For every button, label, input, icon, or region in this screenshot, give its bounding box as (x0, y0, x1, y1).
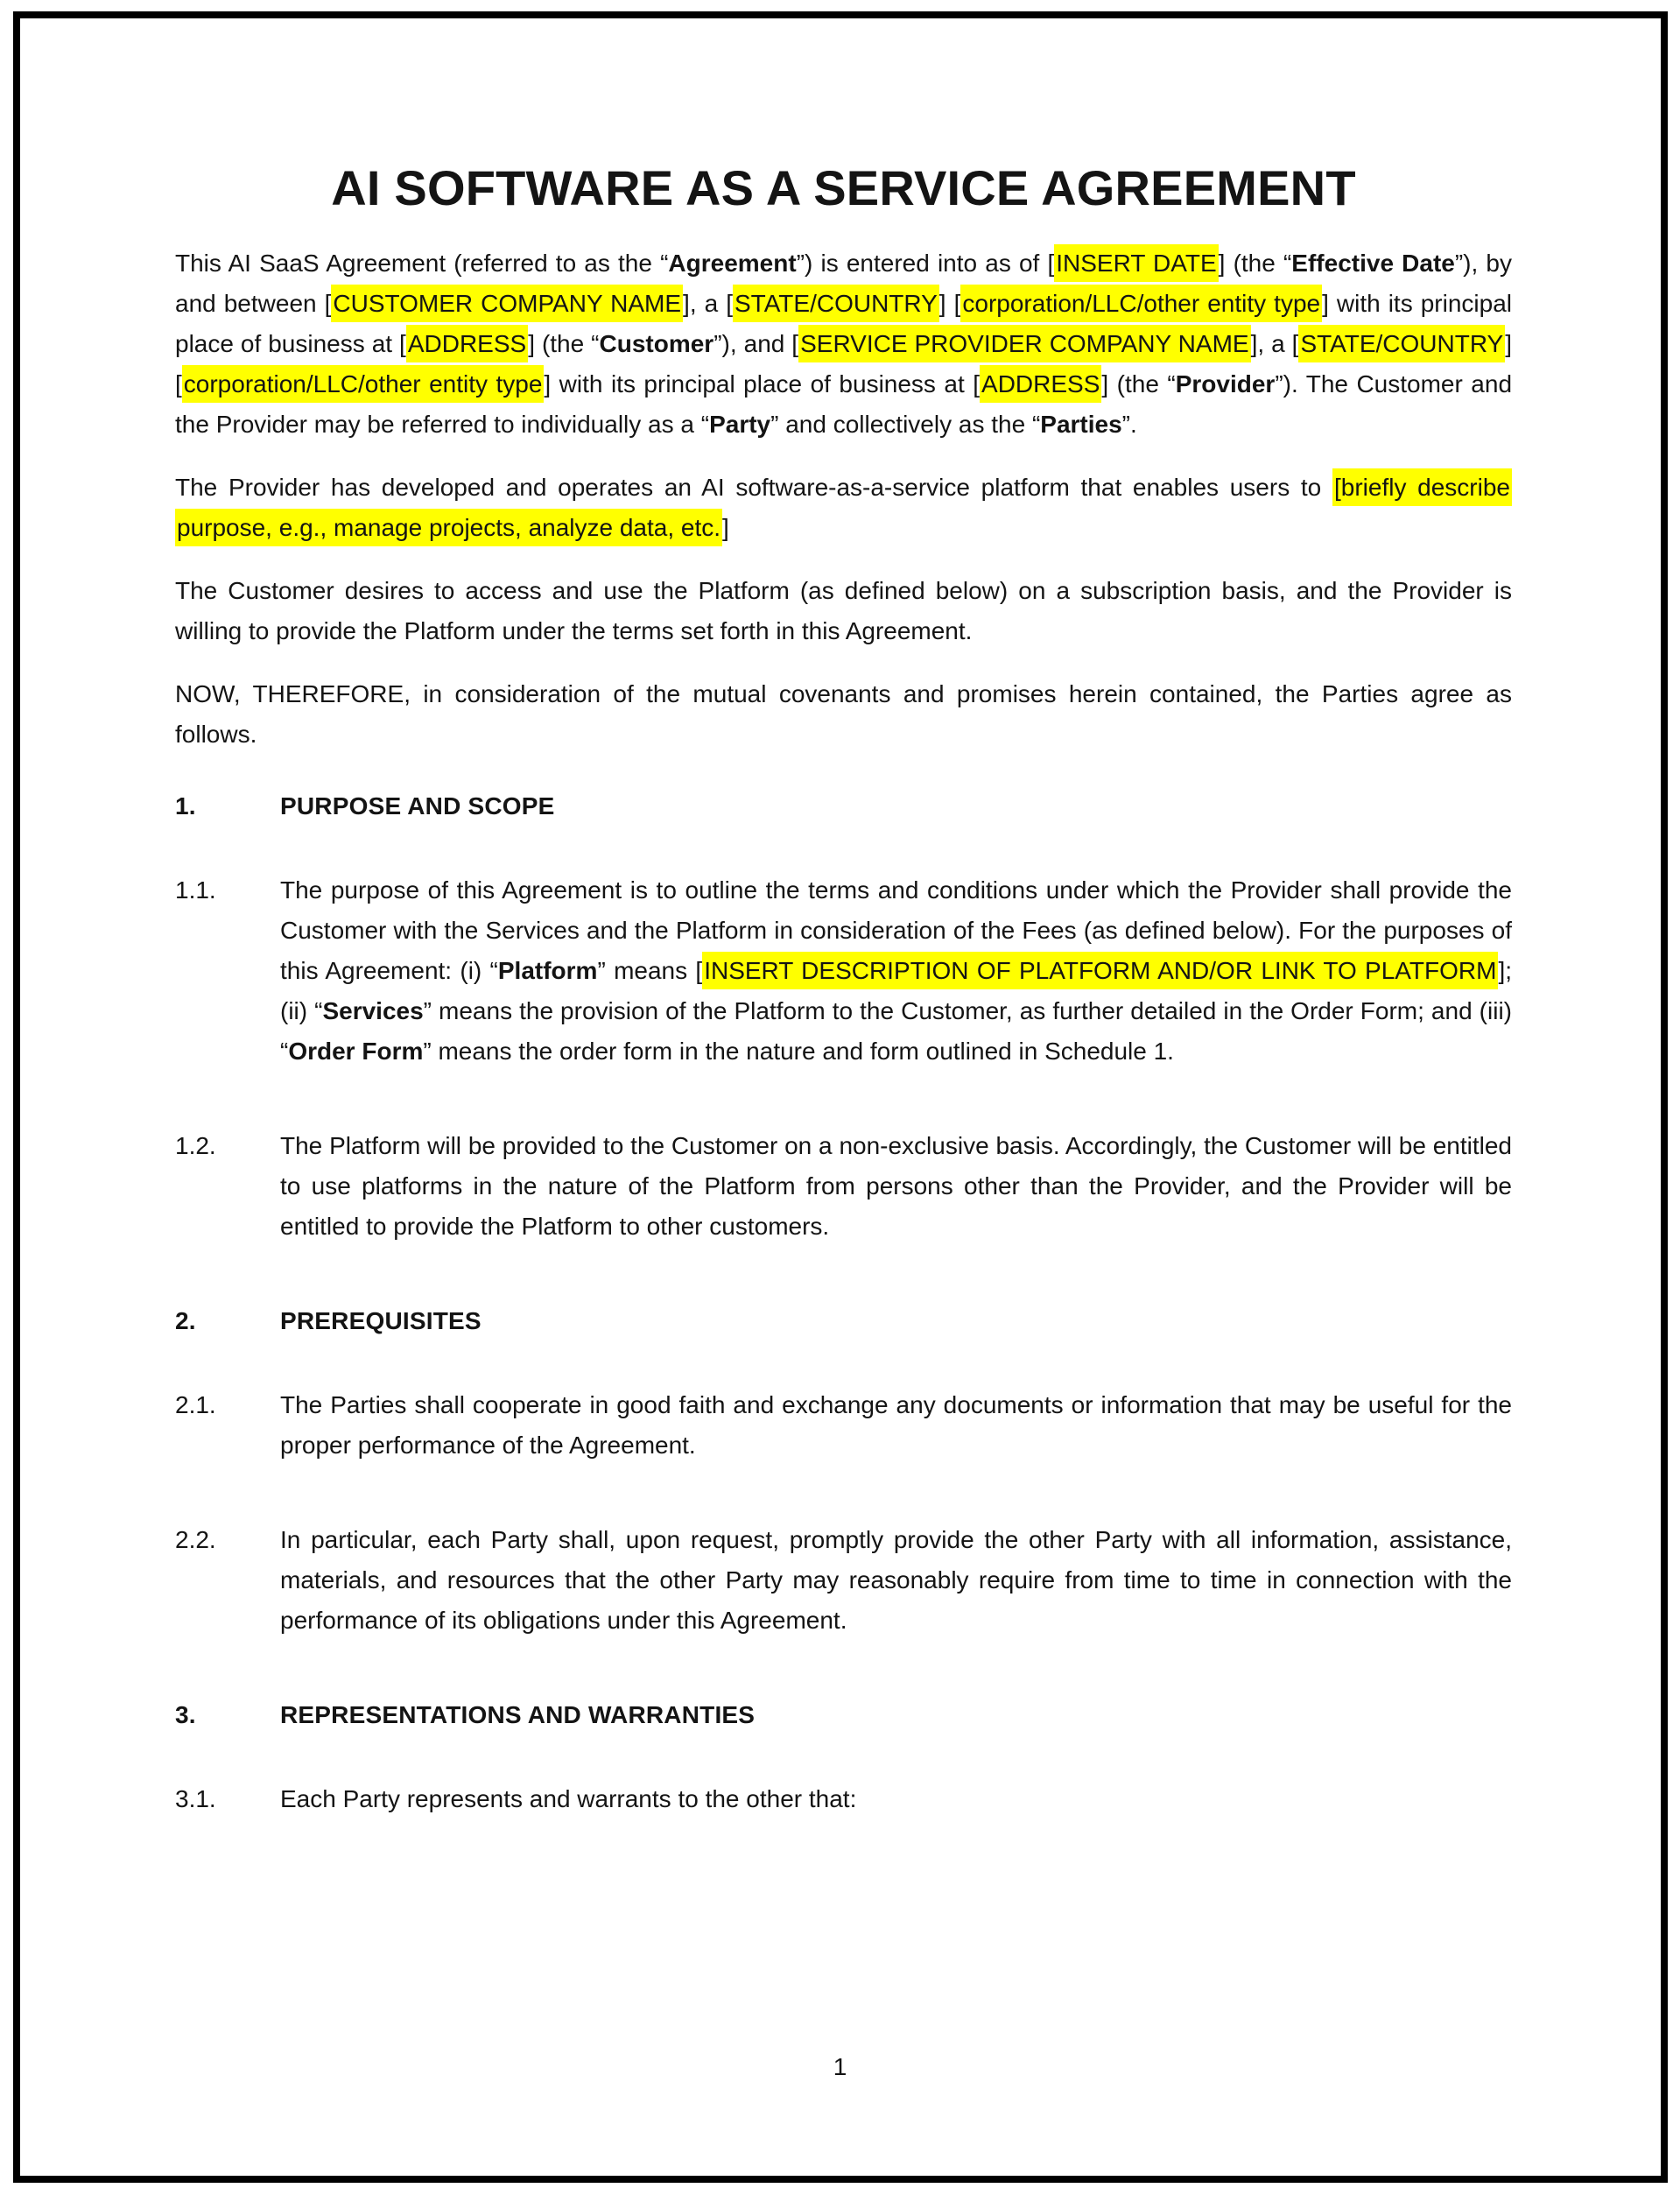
text-run: ”) is entered into as of [ (796, 250, 1055, 277)
clause-text (280, 1126, 1512, 1247)
section-heading-text (280, 786, 1512, 827)
numbered-clause-row (175, 1126, 1512, 1247)
text-run: Each Party represents and warrants to the other that: (280, 1785, 857, 1812)
clause-number: 2.1. (175, 1391, 216, 1418)
defined-term: Parties (1040, 411, 1122, 438)
defined-term: Effective Date (1291, 250, 1455, 277)
clause-text (280, 1385, 1512, 1466)
highlighted-placeholder: ADDRESS (406, 325, 528, 362)
paragraph (175, 571, 1512, 651)
paragraph (175, 674, 1512, 755)
defined-term: Party (709, 411, 771, 438)
clause-number: 2.2. (175, 1526, 216, 1553)
text-run: This AI SaaS Agreement (referred to as the “ (175, 250, 669, 277)
text-run: ”. (1121, 411, 1137, 438)
text-run: PURPOSE AND SCOPE (280, 792, 555, 820)
text-run: ] (the “ (528, 330, 600, 357)
text-run: The Provider has developed and operates an AI software-as-a-service platform that enables users to (175, 474, 1332, 501)
text-run: ” and collectively as the “ (770, 411, 1041, 438)
text-run: ] [ (938, 290, 961, 317)
defined-term: Provider (1175, 370, 1276, 397)
numbered-clause-row (175, 1520, 1512, 1641)
text-run: The Customer desires to access and use the Platform (as defined below) on a subscription basis, and the Provider is willing to provide the Platform under the terms set forth in this Agreement. (175, 577, 1512, 644)
text-run: ] (the “ (1101, 370, 1176, 397)
highlighted-placeholder: corporation/LLC/other entity type (182, 365, 545, 403)
highlighted-placeholder: corporation/LLC/other entity type (960, 285, 1322, 322)
text-run: In particular, each Party shall, upon request, promptly provide the other Party with all information, assistance, materials, and resources that the other Party may reasonably require from time to time in connection with the performance of its obligations under this Agreement. (280, 1526, 1512, 1634)
highlighted-placeholder: STATE/COUNTRY (733, 285, 939, 322)
text-run: The Platform will be provided to the Customer on a non-exclusive basis. Accordingly, the Customer will be entitled to use platforms in the nature of the Platform from persons other than the Provider, and the Provider will be entitled to provide the Platform to other customers. (280, 1132, 1512, 1240)
text-run: ] (722, 514, 729, 541)
clause-text (280, 1520, 1512, 1641)
defined-term: Customer (599, 330, 714, 357)
highlighted-placeholder: [briefly describe purpose, e.g., manage projects, analyze data, etc. (175, 468, 1512, 546)
highlighted-placeholder: SERVICE PROVIDER COMPANY NAME (798, 325, 1250, 362)
defined-term: Agreement (668, 250, 797, 277)
text-run: ]; (ii) “ (280, 957, 1512, 1024)
text-run: ” means [ (597, 957, 703, 984)
document-page (175, 0, 1512, 1874)
text-run: ], a [ (1250, 330, 1299, 357)
section-heading-row (175, 786, 1512, 827)
paragraph (175, 243, 1512, 445)
text-run: ] with its principal place of business at [ (175, 290, 1512, 357)
text-run: The purpose of this Agreement is to outline the terms and conditions under which the Provider shall provide the Customer with the Services and the Platform in consideration of the Fees (as defined below). For the purposes of this Agreement: (i) “ (280, 876, 1512, 984)
text-run: ] (the “ (1218, 250, 1292, 277)
numbered-clause-row (175, 1385, 1512, 1466)
text-run: PREREQUISITES (280, 1307, 482, 1334)
defined-term: Platform (497, 957, 598, 984)
text-run: ] [ (175, 330, 1513, 397)
text-run: ] with its principal place of business at [ (544, 370, 981, 397)
page-footer (0, 2047, 1680, 2087)
text-run: NOW, THEREFORE, in consideration of the mutual covenants and promises herein contained, the Parties agree as follows. (175, 680, 1512, 748)
text-run: ”). The Customer and the Provider may be referred to individually as a “ (175, 370, 1513, 438)
highlighted-placeholder: CUSTOMER COMPANY NAME (331, 285, 683, 322)
document-title: AI SOFTWARE AS A SERVICE AGREEMENT (331, 160, 1356, 215)
section-heading-text (280, 1301, 1512, 1341)
clause-number: 1.2. (175, 1132, 216, 1159)
numbered-clause-row (175, 1779, 1512, 1819)
text-run: ”), by and between [ (175, 250, 1513, 317)
highlighted-placeholder: INSERT DESCRIPTION OF PLATFORM AND/OR LINK TO PLATFORM (702, 952, 1498, 989)
highlighted-placeholder: STATE/COUNTRY (1298, 325, 1505, 362)
page-number: 1 (833, 2053, 847, 2080)
clause-number: 3.1. (175, 1785, 216, 1812)
clause-text (280, 1779, 1512, 1819)
paragraph (175, 468, 1512, 548)
defined-term: Services (322, 997, 424, 1024)
highlighted-placeholder: ADDRESS (980, 365, 1101, 403)
defined-term: Order Form (288, 1038, 424, 1065)
text-run: ” means the order form in the nature and form outlined in Schedule 1. (423, 1038, 1174, 1065)
document-body (175, 243, 1512, 1819)
text-run: REPRESENTATIONS AND WARRANTIES (280, 1701, 756, 1728)
section-heading-row (175, 1695, 1512, 1735)
text-run: ], a [ (683, 290, 733, 317)
text-run: ” means the provision of the Platform to the Customer, as further detailed in the Order Form; and (iii) “ (280, 997, 1512, 1065)
numbered-clause-row (175, 870, 1512, 1072)
section-heading-row (175, 1301, 1512, 1341)
clause-number: 3. (175, 1701, 196, 1728)
clause-number: 2. (175, 1307, 196, 1334)
clause-number: 1. (175, 792, 196, 820)
highlighted-placeholder: INSERT DATE (1054, 244, 1218, 282)
clause-number: 1.1. (175, 876, 216, 904)
text-run: The Parties shall cooperate in good faith and exchange any documents or information that may be useful for the proper performance of the Agreement. (280, 1391, 1512, 1459)
clause-text (280, 870, 1512, 1072)
section-heading-text (280, 1695, 1512, 1735)
text-run: ”), and [ (713, 330, 799, 357)
